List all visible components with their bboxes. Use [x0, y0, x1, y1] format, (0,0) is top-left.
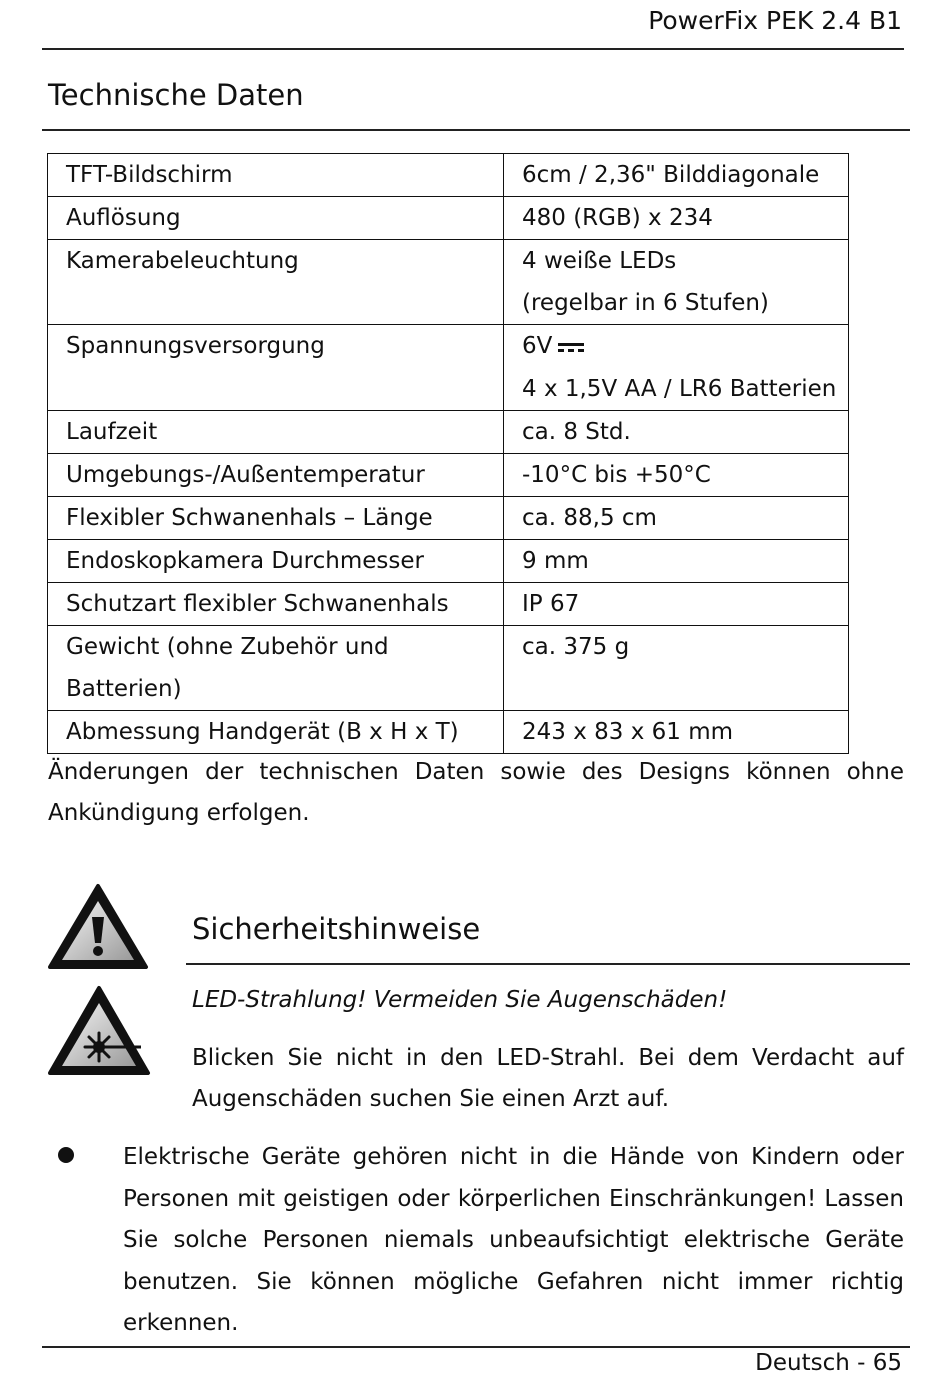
spec-value-line: (regelbar in 6 Stufen)	[522, 290, 769, 316]
spec-value	[504, 582, 849, 625]
spec-row	[48, 154, 849, 197]
warning-triangle-icon	[47, 883, 149, 975]
spec-label: Auflösung	[48, 197, 504, 240]
spec-label: Flexibler Schwanenhals – Länge	[48, 496, 504, 539]
spec-row	[48, 496, 849, 539]
spec-value-line: 4 x 1,5V AA / LR6 Batterien	[522, 375, 837, 402]
header-product-name: PowerFix PEK 2.4 B1	[648, 6, 902, 35]
spec-row	[48, 325, 849, 411]
spec-value-line: IP 67	[522, 590, 580, 617]
header-rule	[42, 48, 904, 50]
spec-row	[48, 539, 849, 582]
bullet-text: Elektrische Geräte gehören nicht in die Hände von Kindern oder Personen mit geistigen oder körperlichen Einschränkungen! Lassen Sie solche Personen niemals unbeaufsichtigt elektrische Geräte benutzen. Sie können mögliche Gefahren nicht immer richtig erkennen.	[123, 1144, 904, 1336]
spec-row	[48, 710, 849, 753]
bullet-point	[58, 1147, 74, 1163]
spec-value-line: 480 (RGB) x 234	[522, 205, 713, 231]
section-title: Technische Daten	[48, 78, 304, 112]
spec-value	[504, 453, 849, 496]
specs-table	[47, 153, 849, 754]
laser-radiation-icon	[47, 985, 151, 1081]
spec-row	[48, 197, 849, 240]
spec-row	[48, 410, 849, 453]
page-number: Deutsch - 65	[755, 1350, 902, 1376]
spec-value-line: ca. 375 g	[522, 633, 630, 660]
spec-value	[504, 240, 849, 325]
spec-value	[504, 625, 849, 710]
voltage-value: 6V	[522, 333, 553, 359]
spec-value-line: 243 x 83 x 61 mm	[522, 718, 734, 745]
spec-value-line: 9 mm	[522, 547, 589, 574]
spec-value-line: -10°C bis +50°C	[522, 461, 711, 488]
spec-value	[504, 154, 849, 197]
spec-value	[504, 325, 849, 411]
spec-label: Endoskopkamera Durchmesser	[48, 539, 504, 582]
spec-label: Spannungsversorgung	[48, 325, 504, 411]
spec-label: Kamerabeleuchtung	[48, 240, 504, 325]
footer-rule	[42, 1346, 910, 1348]
spec-value	[504, 496, 849, 539]
spec-label: Laufzeit	[48, 410, 504, 453]
led-warning-title: LED-Strahlung! Vermeiden Sie Augenschäden!	[192, 987, 728, 1013]
spec-value-line: 4 weiße LEDs	[522, 248, 677, 274]
spec-value-line: ca. 88,5 cm	[522, 504, 657, 531]
spec-value	[504, 710, 849, 753]
spec-label: Umgebungs-/Außentemperatur	[48, 453, 504, 496]
spec-value-line	[522, 325, 848, 368]
spec-value-line: 6cm / 2,36" Bilddiagonale	[522, 162, 820, 188]
spec-value	[504, 197, 849, 240]
spec-value	[504, 539, 849, 582]
section-title-rule	[42, 129, 910, 131]
spec-row	[48, 453, 849, 496]
spec-row	[48, 240, 849, 325]
spec-value	[504, 410, 849, 453]
spec-label: TFT-Bildschirm	[48, 154, 504, 197]
spec-label: Schutzart flexibler Schwanenhals	[48, 582, 504, 625]
notice-text: Änderungen der technischen Daten sowie des Designs können ohne Ankündigung erfolgen.	[48, 759, 904, 826]
direct-current-icon	[558, 326, 584, 368]
safety-title: Sicherheitshinweise	[192, 912, 481, 946]
spec-label: Gewicht (ohne Zubehör und Batterien)	[48, 625, 504, 710]
spec-row	[48, 625, 849, 710]
led-warning-text: Blicken Sie nicht in den LED-Strahl. Bei dem Verdacht auf Augenschäden suchen Sie einen Arzt auf.	[192, 1045, 904, 1112]
spec-row	[48, 582, 849, 625]
spec-value-line: ca. 8 Std.	[522, 418, 631, 445]
spec-label: Abmessung Handgerät (B x H x T)	[48, 710, 504, 753]
safety-title-rule	[186, 963, 910, 965]
